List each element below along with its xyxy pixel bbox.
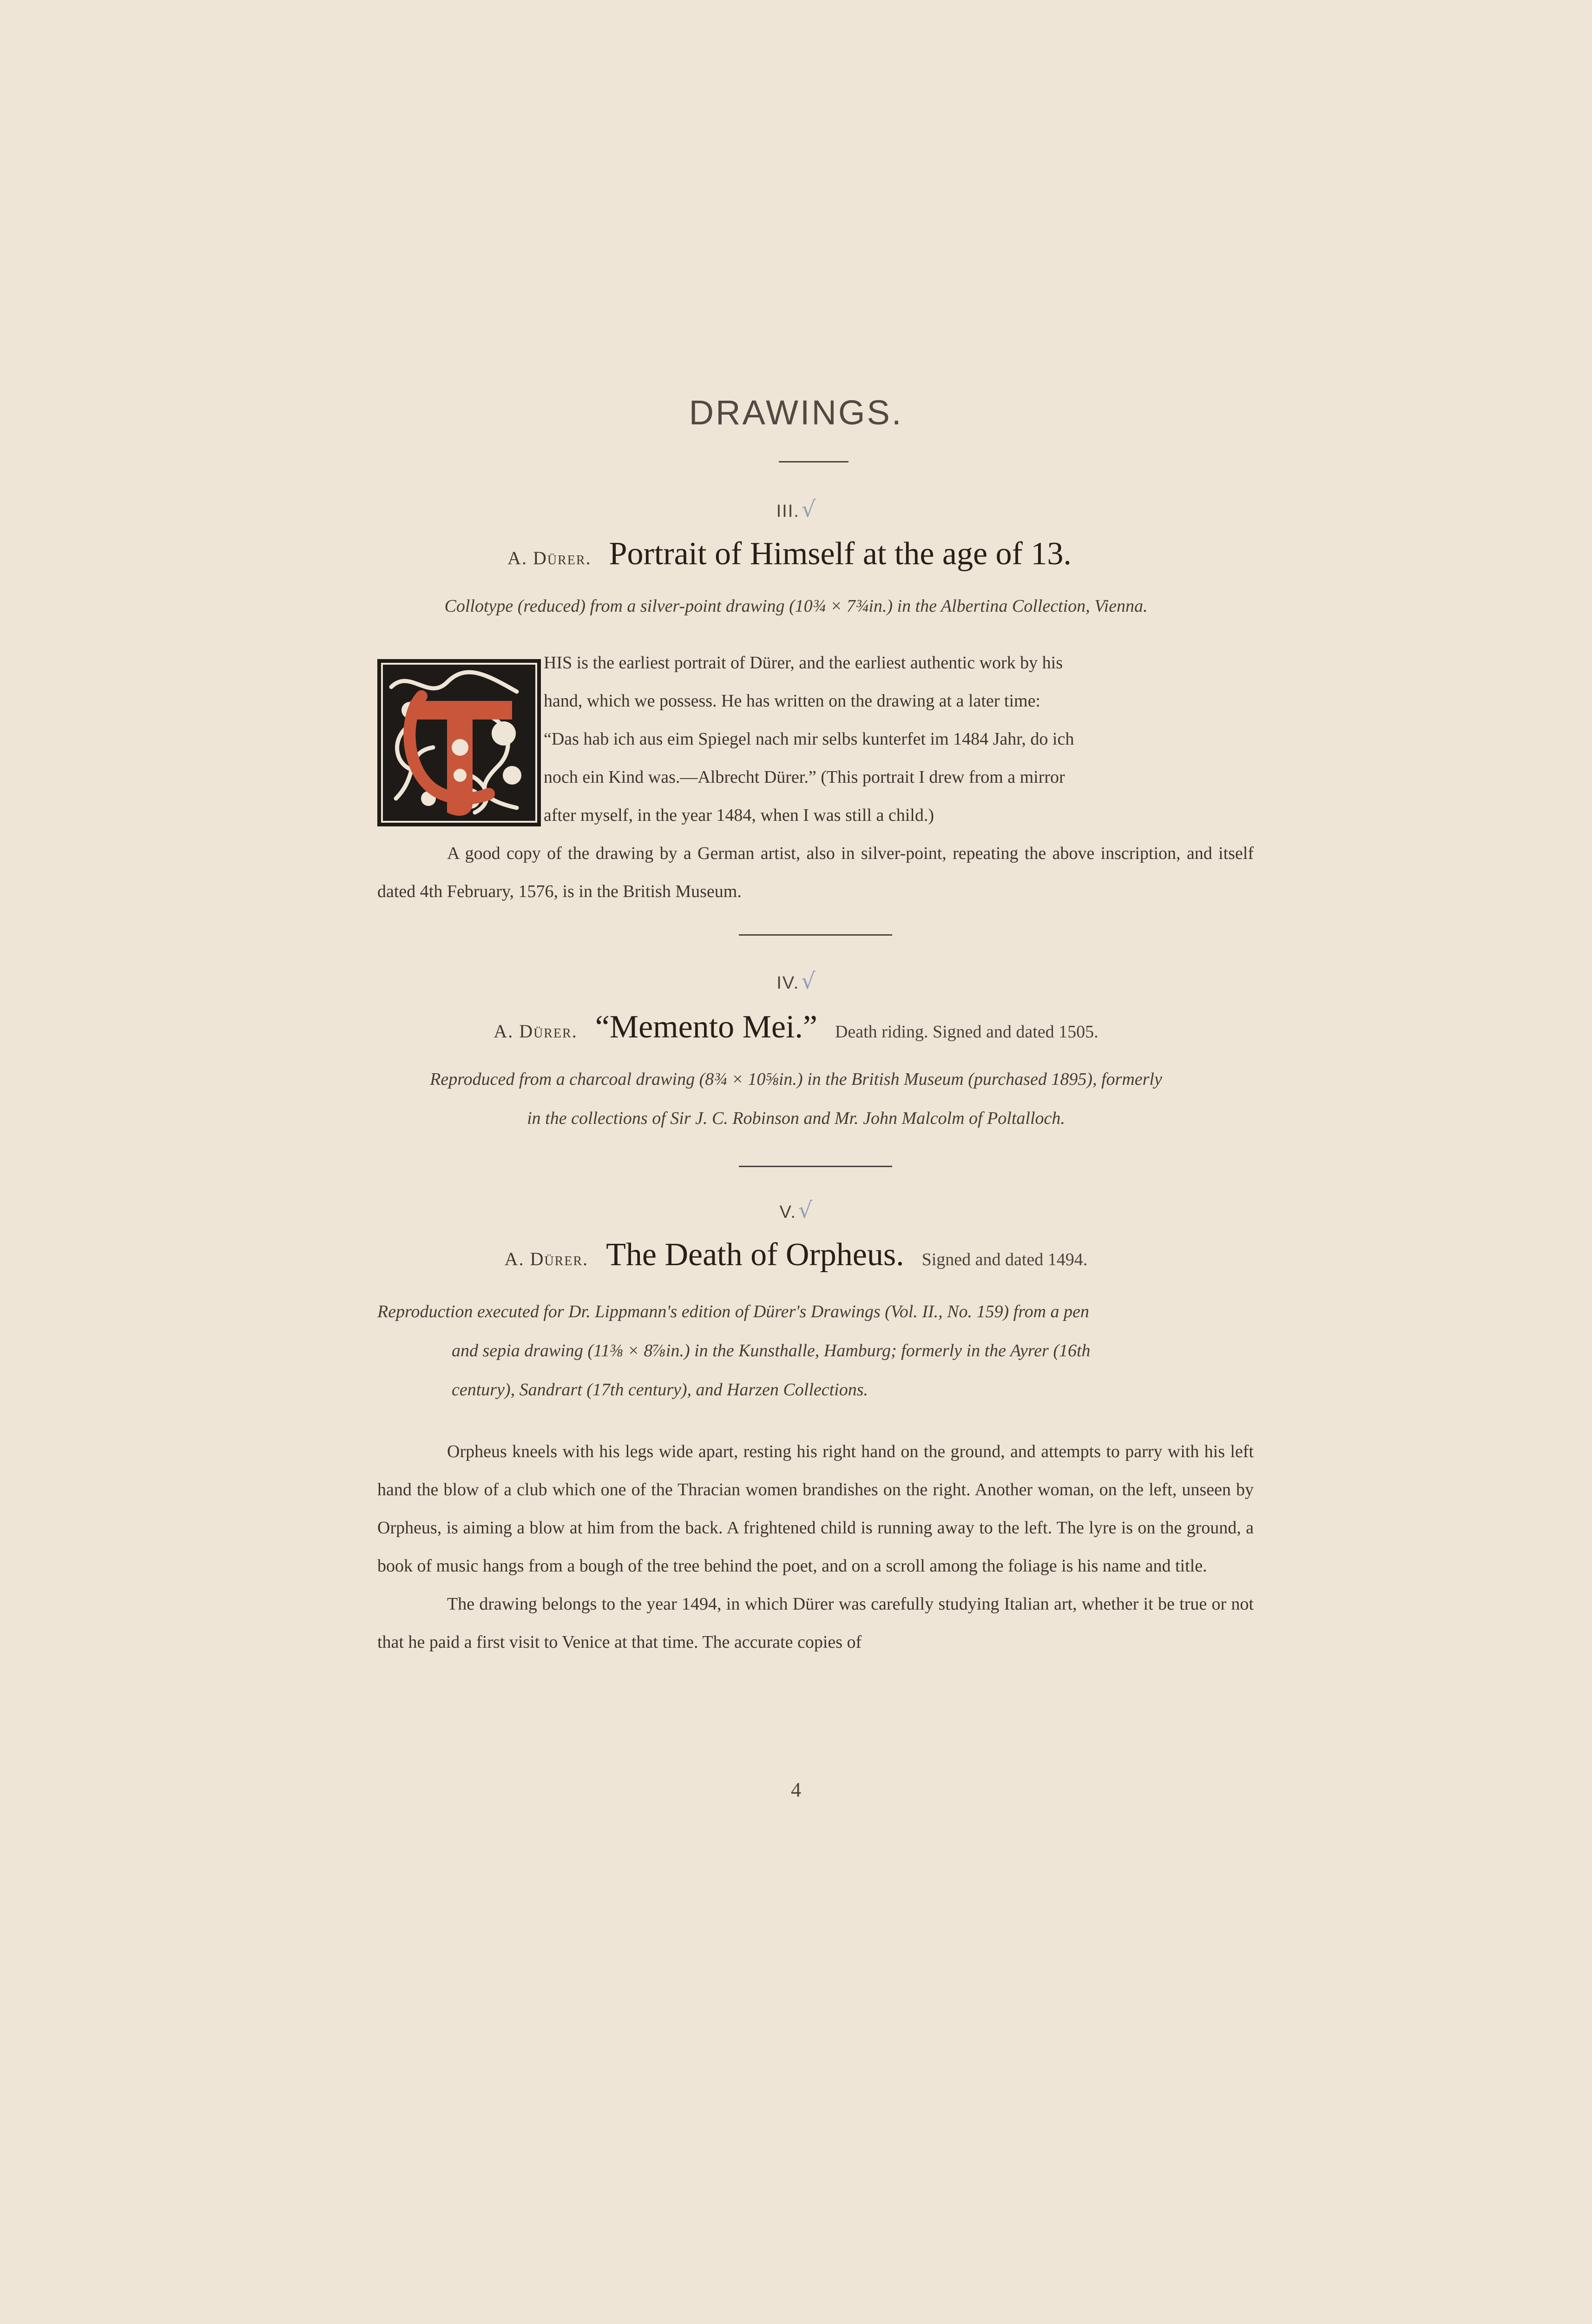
artist-name: A. Dürer. <box>507 548 592 568</box>
section-4-heading <box>0 1009 1592 1046</box>
page-number: 4 <box>791 1778 801 1801</box>
ornamental-t-icon <box>377 659 541 826</box>
caption-line: in the collections of Sir J. C. Robinson and Mr. John Malcolm of Poltalloch. <box>527 1109 1065 1128</box>
section-5-numeral-row <box>0 1197 1592 1223</box>
section-5-numeral: V. <box>779 1202 796 1222</box>
work-title: Portrait of Himself at the age of 13. <box>609 536 1072 572</box>
work-subtitle: Signed and dated 1494. <box>921 1250 1088 1269</box>
section-3-heading <box>0 535 1592 573</box>
work-subtitle: Death riding. Signed and dated 1505. <box>835 1022 1099 1042</box>
section-4-numeral: IV. <box>776 973 800 993</box>
caption-line: Reproduced from a charcoal drawing (8¾ × 10⅝in.) in the British Museum (purchased 1895), formerly <box>430 1070 1162 1089</box>
section-4-numeral-row <box>0 968 1592 994</box>
work-title: The Death of Orpheus. <box>606 1237 904 1273</box>
section-5-heading <box>0 1236 1592 1274</box>
caption-line: Reproduction executed for Dr. Lippmann's edition of Dürer's Drawings (Vol. II., No. 159) from a pen <box>377 1302 1089 1321</box>
section-3-numeral-row <box>0 496 1592 522</box>
decorative-initial <box>377 659 541 826</box>
caption-line: and sepia drawing (11⅜ × 8⅞in.) in the Kunsthalle, Hamburg; formerly in the Ayrer (16th <box>452 1341 1091 1360</box>
paragraph: Orpheus kneels with his legs wide apart, resting his right hand on the ground, and attempts to parry with his left hand the blow of a club which one of the Thracian women brandishes on the right. Another woman, on the left, unseen by Orpheus, is aiming a blow at him from the back. A frightened child is running away to the left. The lyre is on the ground, a book of music hangs from a bough of the tree behind the poet, and on a scroll among the foliage is his name and title. <box>377 1442 1254 1576</box>
section-divider <box>739 1166 892 1167</box>
caption-line: century), Sandrart (17th century), and Harzen Collections. <box>452 1380 868 1400</box>
text-line: “Das hab ich aus eim Spiegel nach mir selbs kunterfet im 1484 Jahr, do ich <box>544 729 1074 749</box>
section-3-numeral: III. <box>776 502 800 521</box>
section-divider <box>739 934 892 936</box>
section-3-first-paragraph <box>544 644 1254 834</box>
check-mark-icon: √ <box>801 496 816 522</box>
check-mark-icon: √ <box>798 1197 813 1223</box>
section-5-body <box>377 1433 1254 1661</box>
artist-name: A. Dürer. <box>493 1021 578 1042</box>
section-5-caption <box>377 1292 1254 1409</box>
text-line: after myself, in the year 1484, when I was still a child.) <box>544 805 934 825</box>
artist-name: A. Dürer. <box>504 1248 589 1269</box>
text-line: HIS is the earliest portrait of Dürer, and the earliest authentic work by his <box>544 653 1063 673</box>
title-rule <box>779 461 849 462</box>
text-line: noch ein Kind was.—Albrecht Dürer.” (This portrait I drew from a mirror <box>544 767 1065 787</box>
text-line: hand, which we possess. He has written on the drawing at a later time: <box>544 691 1040 711</box>
page-title: DRAWINGS. <box>689 393 903 432</box>
work-title: “Memento Mei.” <box>595 1009 817 1045</box>
section-3-second-paragraph: A good copy of the drawing by a German artist, also in silver-point, repeating the above inscription, and itself dated 4th February, 1576, is in the British Museum. <box>377 844 1254 901</box>
section-4-caption <box>0 1060 1592 1138</box>
paragraph: The drawing belongs to the year 1494, in which Dürer was carefully studying Italian art, whether it be true or not that he paid a first visit to Venice at that time. The accurate copies of <box>377 1594 1254 1652</box>
section-3-caption: Collotype (reduced) from a silver-point drawing (10¾ × 7¾in.) in the Albertina Collection, Vienna. <box>444 596 1148 616</box>
check-mark-icon: √ <box>801 968 816 994</box>
